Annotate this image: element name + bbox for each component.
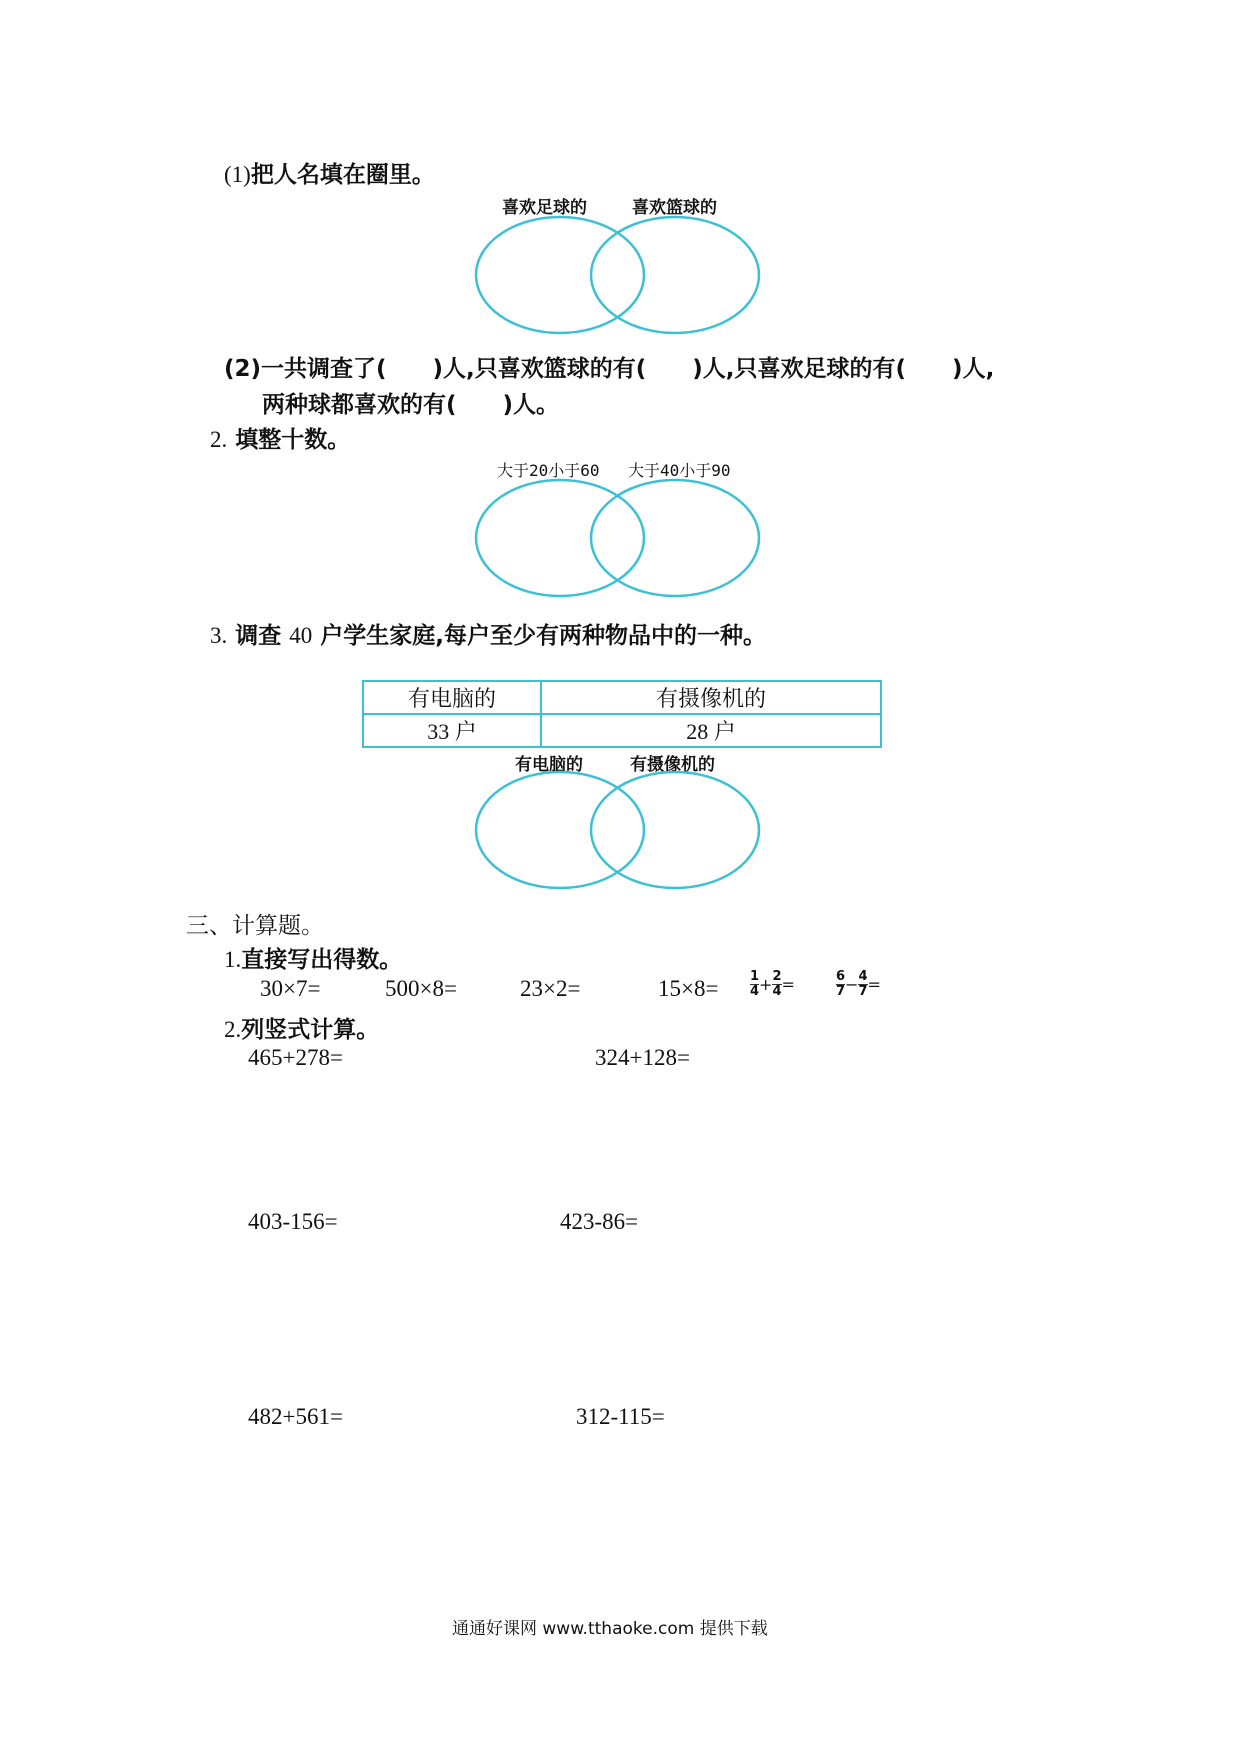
venn-left-circle[interactable] <box>476 480 644 596</box>
vertical-calc-item: 465+278= <box>248 1045 343 1070</box>
venn-right-circle[interactable] <box>591 772 759 888</box>
venn3-right-label: 有摄像机的 <box>630 755 715 775</box>
question-number: 3. <box>210 623 228 648</box>
table-cell-computer-count: 33 户 <box>363 714 541 747</box>
fraction: $\frac{4}{7}$ <box>858 969 868 999</box>
table-header-computer: 有电脑的 <box>363 681 541 714</box>
question-1-part-2-line-1: (2)一共调查了( )人,只喜欢篮球的有( )人,只喜欢足球的有( )人, <box>224 356 995 382</box>
venn-diagram-numbers <box>470 476 770 606</box>
question-text-a: 调查 <box>235 623 282 649</box>
question-text: 列竖式计算。 <box>241 1017 380 1043</box>
venn3-left-label: 有电脑的 <box>515 755 583 775</box>
vertical-calc-item: 324+128= <box>595 1045 690 1070</box>
question-number: 1. <box>224 947 242 972</box>
fraction-expression-subtract: $\frac{6}{7}$ − $\frac{4}{7}$ = <box>836 969 881 999</box>
venn-diagram-sports <box>470 212 770 342</box>
footer-credit: 通通好课网 www.tthaoke.com 提供下载 <box>452 1619 768 1639</box>
venn2-right-label: 大于40小于90 <box>628 461 731 480</box>
question-text: 把人名填在圈里。 <box>250 162 435 188</box>
question-text-b: 户学生家庭,每户至少有两种物品中的一种。 <box>320 623 767 649</box>
question-1-part-1 <box>224 156 435 189</box>
question-number: 2. <box>210 427 228 452</box>
question-1-part-2-line-2: 两种球都喜欢的有( )人。 <box>262 392 560 418</box>
vertical-calc-item: 423-86= <box>560 1209 639 1234</box>
calc-item: 500×8= <box>385 976 457 1001</box>
venn-right-circle[interactable] <box>591 217 759 333</box>
venn-right-circle[interactable] <box>591 480 759 596</box>
venn-left-circle[interactable] <box>476 217 644 333</box>
table-row <box>363 714 881 747</box>
question-number: 2. <box>224 1017 242 1042</box>
table-cell-camera-count: 28 户 <box>541 714 881 747</box>
fraction-expression-add: $\frac{1}{4}$ + $\frac{2}{4}$ = <box>750 969 795 999</box>
calc-item: 30×7= <box>260 976 321 1001</box>
calc-item: 23×2= <box>520 976 581 1001</box>
calc-item: 15×8= <box>658 976 719 1001</box>
fraction: $\frac{6}{7}$ <box>836 969 846 999</box>
venn-left-circle[interactable] <box>476 772 644 888</box>
survey-table <box>362 680 882 748</box>
calc-1-heading <box>224 941 402 974</box>
venn-diagram-household <box>470 768 770 898</box>
fraction: $\frac{2}{4}$ <box>772 969 782 999</box>
table-row <box>363 681 881 714</box>
question-3 <box>210 617 766 650</box>
table-header-camera: 有摄像机的 <box>541 681 881 714</box>
fraction: $\frac{1}{4}$ <box>750 969 760 999</box>
vertical-calc-item: 312-115= <box>576 1404 665 1429</box>
venn1-right-label: 喜欢篮球的 <box>632 198 717 218</box>
question-2 <box>210 421 350 454</box>
question-number: (1) <box>224 162 251 187</box>
household-count: 40 <box>289 623 313 648</box>
vertical-calc-item: 403-156= <box>248 1209 338 1234</box>
vertical-calc-item: 482+561= <box>248 1404 343 1429</box>
section-title: 三、计算题。 <box>186 913 324 938</box>
question-text: 填整十数。 <box>235 427 351 453</box>
venn1-left-label: 喜欢足球的 <box>502 198 587 218</box>
venn2-left-label: 大于20小于60 <box>497 461 600 480</box>
question-text: 直接写出得数。 <box>241 947 403 973</box>
calc-2-heading <box>224 1011 379 1044</box>
